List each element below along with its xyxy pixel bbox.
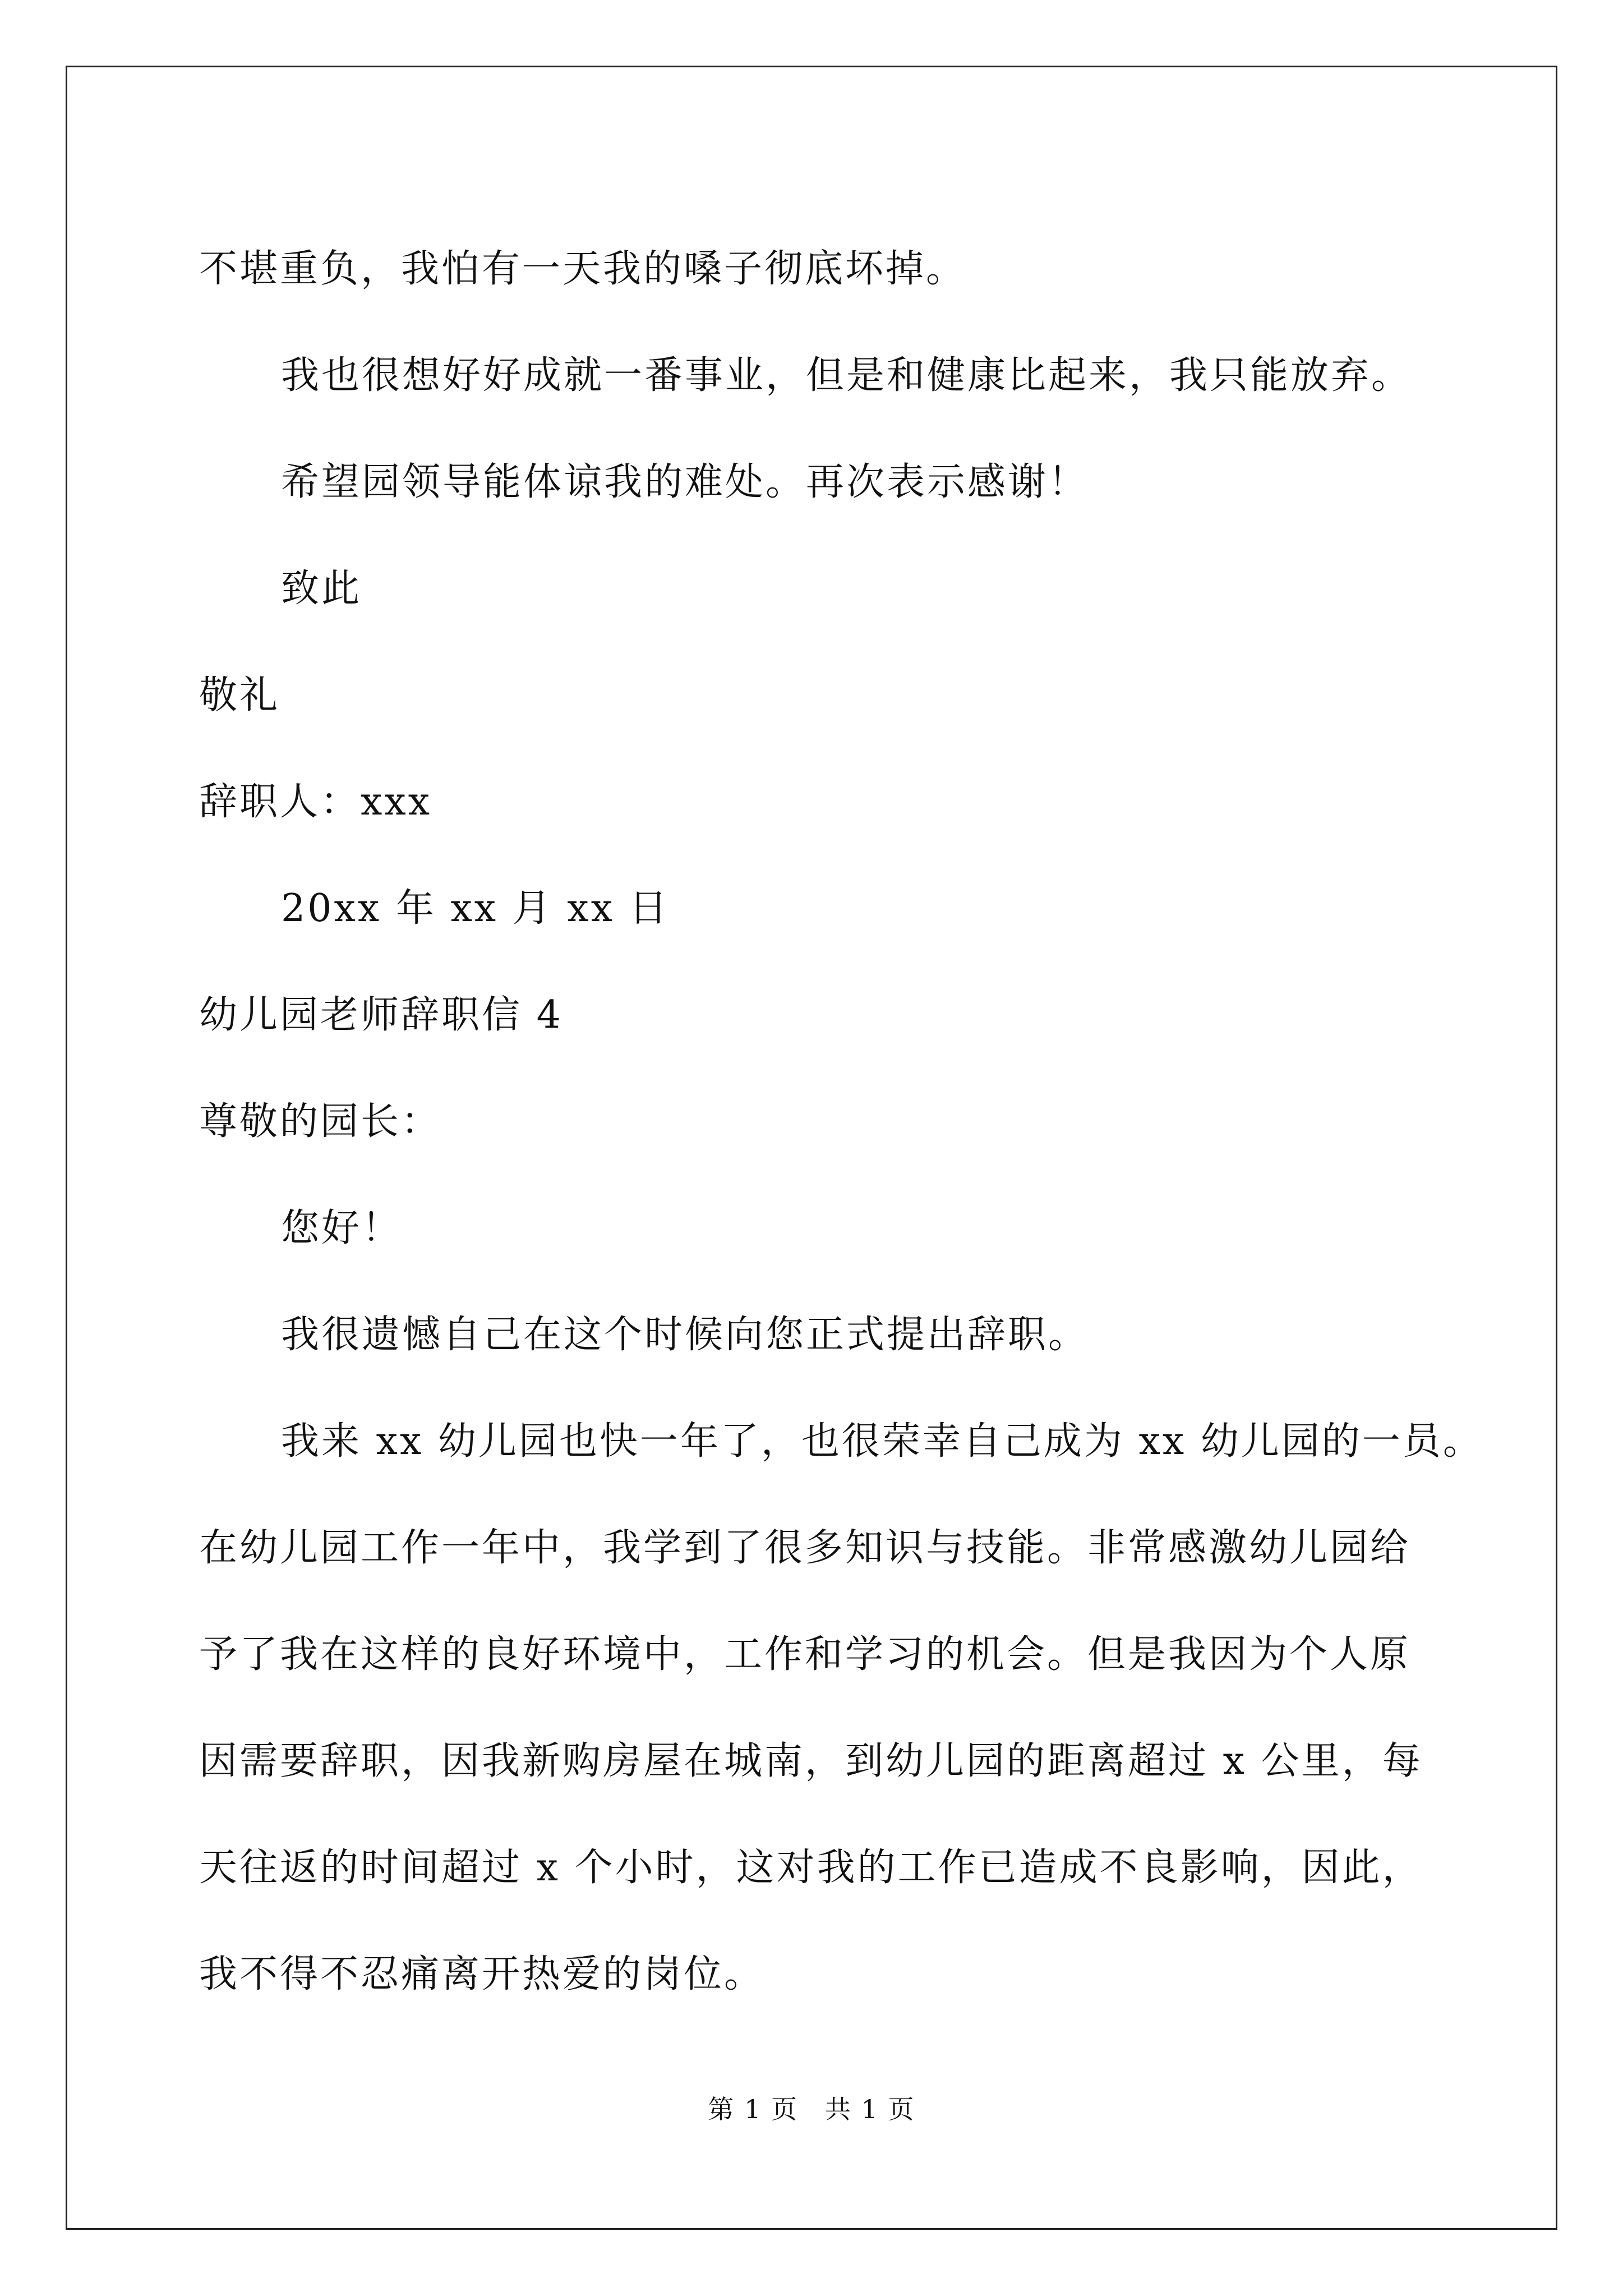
text-line-13: 在幼儿园工作一年中，我学到了很多知识与技能。非常感激幼儿园给: [199, 1526, 1411, 1570]
text-line-17: 我不得不忍痛离开热爱的岗位。: [199, 1952, 765, 1996]
text-line-2: 我也很想好好成就一番事业，但是和健康比起来，我只能放弃。: [281, 353, 1412, 398]
text-line-16: 天往返的时间超过 x 个小时，这对我的工作已造成不良影响，因此，: [199, 1846, 1423, 1890]
section-title: 幼儿园老师辞职信 4: [199, 993, 563, 1037]
text-line-3: 希望园领导能体谅我的难处。再次表示感谢！: [281, 460, 1089, 504]
text-line-12: 我来 xx 幼儿园也快一年了，也很荣幸自己成为 xx 幼儿园的一员。: [281, 1419, 1483, 1464]
text-line-1: 不堪重负，我怕有一天我的嗓子彻底坏掉。: [199, 247, 967, 291]
salutation-closing: 敬礼: [199, 673, 280, 717]
greeting: 您好！: [281, 1206, 403, 1250]
text-line-11: 我很遗憾自己在这个时候向您正式提出辞职。: [281, 1313, 1089, 1357]
page-number-footer: 第 1 页 共 1 页: [708, 2094, 915, 2124]
signature: 辞职人：xxx: [199, 780, 432, 824]
date-line: 20xx 年 xx 月 xx 日: [281, 886, 670, 931]
text-line-14: 予了我在这样的良好环境中，工作和学习的机会。但是我因为个人原: [199, 1632, 1411, 1677]
document-body: [199, 216, 1483, 2028]
text-line-15: 因需要辞职，因我新购房屋在城南，到幼儿园的距离超过 x 公里，每: [199, 1739, 1423, 1783]
greeting-recipient: 尊敬的园长：: [199, 1099, 442, 1144]
closing-phrase: 致此: [281, 567, 362, 611]
